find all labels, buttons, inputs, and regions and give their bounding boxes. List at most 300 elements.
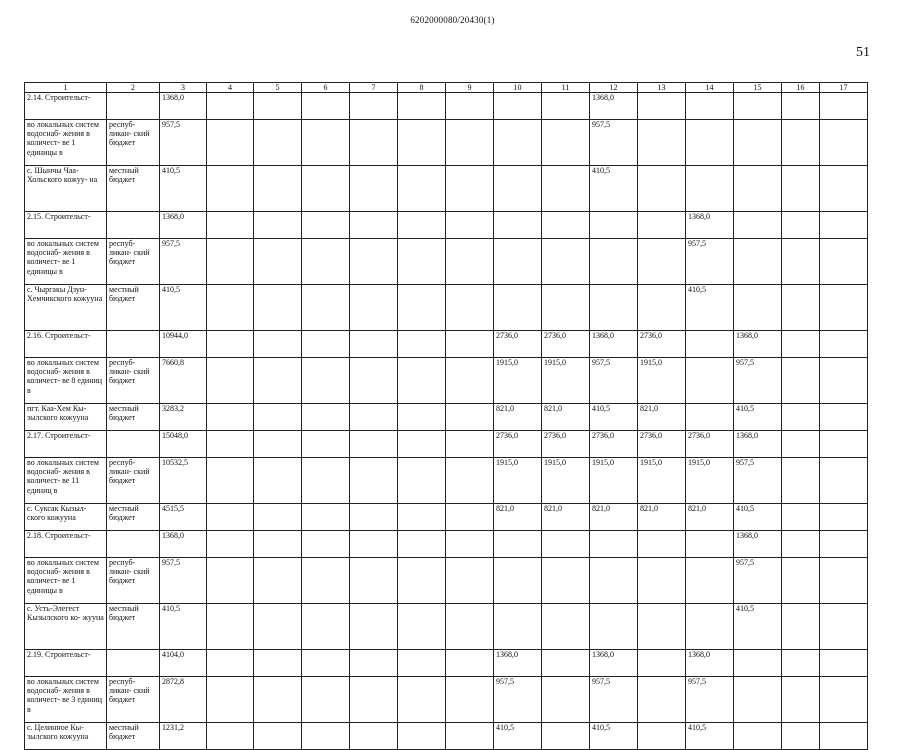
value-cell (446, 239, 494, 285)
value-cell (254, 358, 302, 404)
value-cell (782, 239, 820, 285)
value-cell (446, 531, 494, 558)
header-cell: 3 (160, 83, 207, 93)
value-cell (782, 604, 820, 650)
item-description-cell: во локальных систем водоснаб- жения в количест- ве 3 единиц в (25, 677, 107, 723)
budget-source-cell: респуб- ликан- ский бюджет (107, 239, 160, 285)
value-cell: 410,5 (734, 604, 782, 650)
budget-source-cell: местный бюджет (107, 504, 160, 531)
value-cell: 1915,0 (494, 358, 542, 404)
value-cell (254, 331, 302, 358)
budget-source-cell (107, 212, 160, 239)
value-cell (638, 166, 686, 212)
value-cell: 821,0 (638, 504, 686, 531)
value-cell: 957,5 (734, 358, 782, 404)
value-cell (782, 285, 820, 331)
value-cell: 4515,5 (160, 504, 207, 531)
value-cell (302, 531, 350, 558)
value-cell (207, 650, 254, 677)
value-cell (302, 650, 350, 677)
header-cell: 6 (302, 83, 350, 93)
value-cell: 1368,0 (160, 531, 207, 558)
header-row (25, 83, 868, 93)
value-cell: 821,0 (638, 404, 686, 431)
value-cell (254, 723, 302, 750)
value-cell (494, 166, 542, 212)
value-cell: 1368,0 (160, 93, 207, 120)
value-cell: 1368,0 (590, 93, 638, 120)
value-cell (350, 285, 398, 331)
value-cell (494, 531, 542, 558)
value-cell (446, 166, 494, 212)
value-cell (542, 723, 590, 750)
value-cell (820, 239, 868, 285)
table-row (25, 239, 868, 285)
value-cell: 821,0 (590, 504, 638, 531)
value-cell: 410,5 (160, 285, 207, 331)
value-cell: 957,5 (686, 677, 734, 723)
value-cell (254, 404, 302, 431)
value-cell (446, 431, 494, 458)
value-cell (302, 431, 350, 458)
value-cell (350, 120, 398, 166)
value-cell: 957,5 (734, 558, 782, 604)
value-cell: 2736,0 (638, 331, 686, 358)
value-cell (302, 166, 350, 212)
value-cell (446, 331, 494, 358)
value-cell: 410,5 (686, 723, 734, 750)
item-description-cell: 2.14. Строительст- (25, 93, 107, 120)
value-cell (302, 677, 350, 723)
value-cell: 1368,0 (734, 531, 782, 558)
value-cell (302, 212, 350, 239)
value-cell (350, 331, 398, 358)
value-cell (820, 93, 868, 120)
value-cell (446, 650, 494, 677)
value-cell (302, 239, 350, 285)
budget-source-cell: респуб- ликан- ский бюджет (107, 358, 160, 404)
value-cell (446, 604, 494, 650)
value-cell (782, 723, 820, 750)
value-cell (254, 431, 302, 458)
value-cell (254, 239, 302, 285)
value-cell (398, 285, 446, 331)
value-cell (254, 531, 302, 558)
value-cell: 2736,0 (638, 431, 686, 458)
value-cell (302, 404, 350, 431)
value-cell: 410,5 (160, 166, 207, 212)
value-cell: 1231,2 (160, 723, 207, 750)
value-cell: 957,5 (590, 358, 638, 404)
value-cell (302, 358, 350, 404)
table-row (25, 504, 868, 531)
value-cell (782, 558, 820, 604)
table-row (25, 677, 868, 723)
header-cell: 2 (107, 83, 160, 93)
value-cell (350, 504, 398, 531)
value-cell (350, 650, 398, 677)
value-cell (820, 431, 868, 458)
value-cell: 957,5 (686, 239, 734, 285)
value-cell (302, 604, 350, 650)
budget-source-cell (107, 93, 160, 120)
table-row (25, 285, 868, 331)
value-cell (254, 604, 302, 650)
value-cell (542, 285, 590, 331)
value-cell: 821,0 (494, 404, 542, 431)
value-cell (820, 212, 868, 239)
value-cell (542, 93, 590, 120)
value-cell (638, 677, 686, 723)
value-cell (350, 604, 398, 650)
value-cell: 957,5 (494, 677, 542, 723)
value-cell (398, 331, 446, 358)
value-cell (542, 239, 590, 285)
value-cell (638, 239, 686, 285)
value-cell: 410,5 (494, 723, 542, 750)
value-cell (207, 404, 254, 431)
value-cell: 821,0 (542, 504, 590, 531)
table-row (25, 166, 868, 212)
header-cell: 5 (254, 83, 302, 93)
budget-source-cell: местный бюджет (107, 404, 160, 431)
value-cell (207, 239, 254, 285)
value-cell (820, 458, 868, 504)
value-cell: 2736,0 (542, 331, 590, 358)
value-cell (638, 285, 686, 331)
value-cell (350, 358, 398, 404)
value-cell: 821,0 (686, 504, 734, 531)
value-cell: 7660,8 (160, 358, 207, 404)
value-cell (207, 504, 254, 531)
value-cell (542, 166, 590, 212)
budget-table (24, 82, 868, 750)
value-cell (207, 431, 254, 458)
value-cell (207, 723, 254, 750)
value-cell: 410,5 (590, 723, 638, 750)
value-cell (207, 677, 254, 723)
item-description-cell: во локальных систем водоснаб- жения в количест- ве 11 единиц в (25, 458, 107, 504)
value-cell (542, 212, 590, 239)
value-cell (207, 93, 254, 120)
value-cell: 1368,0 (686, 650, 734, 677)
value-cell (254, 504, 302, 531)
value-cell (542, 677, 590, 723)
header-cell: 9 (446, 83, 494, 93)
value-cell (254, 558, 302, 604)
value-cell (446, 404, 494, 431)
table-row (25, 212, 868, 239)
value-cell (686, 93, 734, 120)
value-cell (254, 458, 302, 504)
table-row (25, 93, 868, 120)
value-cell (207, 604, 254, 650)
item-description-cell: с. Шынчы Чаа- Хольского кожуу- на (25, 166, 107, 212)
item-description-cell: 2.17. Строительст- (25, 431, 107, 458)
value-cell (207, 166, 254, 212)
header-cell: 8 (398, 83, 446, 93)
table-row (25, 120, 868, 166)
value-cell (398, 504, 446, 531)
value-cell (446, 358, 494, 404)
value-cell (782, 212, 820, 239)
value-cell (254, 285, 302, 331)
item-description-cell: во локальных систем водоснаб- жения в количест- ве 1 единицы в (25, 239, 107, 285)
table-row (25, 604, 868, 650)
value-cell (820, 677, 868, 723)
value-cell (207, 331, 254, 358)
value-cell (590, 285, 638, 331)
value-cell (686, 531, 734, 558)
value-cell (254, 212, 302, 239)
value-cell (820, 604, 868, 650)
budget-source-cell: местный бюджет (107, 723, 160, 750)
value-cell (302, 285, 350, 331)
table-row (25, 650, 868, 677)
value-cell (446, 723, 494, 750)
value-cell (398, 212, 446, 239)
value-cell (494, 239, 542, 285)
value-cell (734, 93, 782, 120)
value-cell (734, 650, 782, 677)
value-cell: 1915,0 (590, 458, 638, 504)
header-cell: 4 (207, 83, 254, 93)
value-cell (782, 404, 820, 431)
value-cell: 10532,5 (160, 458, 207, 504)
value-cell (254, 120, 302, 166)
value-cell (350, 239, 398, 285)
value-cell (350, 677, 398, 723)
value-cell (638, 212, 686, 239)
item-description-cell: с. Чыргакы Дзун- Хемчикского кожууна (25, 285, 107, 331)
value-cell (782, 120, 820, 166)
value-cell (207, 458, 254, 504)
value-cell: 1915,0 (638, 358, 686, 404)
item-description-cell: 2.16. Строительст- (25, 331, 107, 358)
header-cell: 12 (590, 83, 638, 93)
value-cell (590, 239, 638, 285)
value-cell (446, 212, 494, 239)
value-cell: 1368,0 (686, 212, 734, 239)
value-cell (350, 166, 398, 212)
table-row (25, 331, 868, 358)
value-cell (494, 285, 542, 331)
value-cell (254, 650, 302, 677)
value-cell (207, 285, 254, 331)
value-cell (398, 358, 446, 404)
value-cell (494, 212, 542, 239)
value-cell (350, 212, 398, 239)
item-description-cell: 2.19. Строительст- (25, 650, 107, 677)
budget-source-cell (107, 331, 160, 358)
table-row (25, 558, 868, 604)
header-cell: 14 (686, 83, 734, 93)
value-cell (638, 531, 686, 558)
value-cell: 2736,0 (686, 431, 734, 458)
value-cell: 1915,0 (494, 458, 542, 504)
table-row (25, 531, 868, 558)
value-cell (820, 120, 868, 166)
value-cell (686, 331, 734, 358)
budget-source-cell: респуб- ликан- ский бюджет (107, 677, 160, 723)
value-cell (302, 120, 350, 166)
value-cell (734, 212, 782, 239)
value-cell (782, 166, 820, 212)
value-cell (398, 531, 446, 558)
budget-source-cell: респуб- ликан- ский бюджет (107, 458, 160, 504)
value-cell (734, 239, 782, 285)
value-cell (638, 650, 686, 677)
item-description-cell: с. Усть-Элегест Кызылского ко- жууна (25, 604, 107, 650)
value-cell (398, 458, 446, 504)
value-cell (734, 120, 782, 166)
value-cell (638, 723, 686, 750)
value-cell: 10944,0 (160, 331, 207, 358)
value-cell (686, 166, 734, 212)
value-cell (782, 358, 820, 404)
value-cell: 1368,0 (734, 331, 782, 358)
value-cell: 2736,0 (542, 431, 590, 458)
value-cell (820, 404, 868, 431)
value-cell (734, 677, 782, 723)
value-cell (350, 723, 398, 750)
value-cell (820, 331, 868, 358)
budget-source-cell: местный бюджет (107, 166, 160, 212)
budget-source-cell: местный бюджет (107, 604, 160, 650)
value-cell (686, 358, 734, 404)
value-cell (782, 650, 820, 677)
value-cell: 957,5 (160, 558, 207, 604)
value-cell: 410,5 (734, 404, 782, 431)
value-cell (542, 531, 590, 558)
value-cell (446, 458, 494, 504)
value-cell: 1368,0 (494, 650, 542, 677)
value-cell: 2736,0 (494, 331, 542, 358)
item-description-cell: пгт. Каа-Хем Кы- зылского кожууна (25, 404, 107, 431)
value-cell (820, 358, 868, 404)
value-cell (734, 723, 782, 750)
value-cell (446, 93, 494, 120)
table-row (25, 358, 868, 404)
value-cell (638, 93, 686, 120)
value-cell (398, 431, 446, 458)
value-cell (686, 558, 734, 604)
budget-source-cell: респуб- ликан- ский бюджет (107, 558, 160, 604)
value-cell (446, 285, 494, 331)
value-cell: 410,5 (590, 404, 638, 431)
value-cell (542, 120, 590, 166)
value-cell (302, 504, 350, 531)
value-cell (686, 120, 734, 166)
value-cell (782, 677, 820, 723)
value-cell (590, 531, 638, 558)
value-cell (350, 431, 398, 458)
value-cell (782, 458, 820, 504)
item-description-cell: во локальных систем водоснаб- жения в количест- ве 8 единиц в (25, 358, 107, 404)
value-cell: 3283,2 (160, 404, 207, 431)
value-cell (686, 404, 734, 431)
value-cell: 410,5 (590, 166, 638, 212)
value-cell (302, 558, 350, 604)
value-cell (820, 723, 868, 750)
value-cell: 957,5 (160, 239, 207, 285)
value-cell: 821,0 (494, 504, 542, 531)
header-cell: 11 (542, 83, 590, 93)
document-id: 6202000080/20430(1) (410, 15, 495, 25)
value-cell (302, 723, 350, 750)
header-cell: 13 (638, 83, 686, 93)
value-cell (302, 458, 350, 504)
value-cell (782, 504, 820, 531)
value-cell (446, 504, 494, 531)
value-cell (207, 531, 254, 558)
value-cell (542, 558, 590, 604)
value-cell (494, 120, 542, 166)
value-cell (350, 93, 398, 120)
value-cell: 821,0 (542, 404, 590, 431)
value-cell: 410,5 (160, 604, 207, 650)
value-cell (494, 558, 542, 604)
table-row (25, 431, 868, 458)
value-cell (734, 166, 782, 212)
value-cell (254, 166, 302, 212)
header-cell: 7 (350, 83, 398, 93)
value-cell (494, 604, 542, 650)
table-row (25, 404, 868, 431)
value-cell (398, 93, 446, 120)
value-cell: 15048,0 (160, 431, 207, 458)
value-cell (398, 650, 446, 677)
value-cell (398, 604, 446, 650)
item-description-cell: во локальных систем водоснаб- жения в количест- ве 1 единицы в (25, 120, 107, 166)
value-cell: 2736,0 (494, 431, 542, 458)
value-cell (820, 558, 868, 604)
value-cell (446, 120, 494, 166)
value-cell: 1915,0 (638, 458, 686, 504)
value-cell (638, 120, 686, 166)
value-cell (398, 404, 446, 431)
header-cell: 16 (782, 83, 820, 93)
value-cell (782, 93, 820, 120)
value-cell (302, 331, 350, 358)
budget-source-cell: местный бюджет (107, 285, 160, 331)
value-cell: 1915,0 (542, 358, 590, 404)
value-cell (398, 558, 446, 604)
value-cell (398, 239, 446, 285)
value-cell (207, 358, 254, 404)
item-description-cell: 2.18. Строительст- (25, 531, 107, 558)
table-row (25, 723, 868, 750)
header-cell: 10 (494, 83, 542, 93)
value-cell (254, 93, 302, 120)
header-cell: 1 (25, 83, 107, 93)
value-cell: 1368,0 (590, 331, 638, 358)
value-cell: 957,5 (590, 677, 638, 723)
value-cell (350, 404, 398, 431)
item-description-cell: с. Целинное Кы- зылского кожууна (25, 723, 107, 750)
value-cell (590, 604, 638, 650)
value-cell: 2872,8 (160, 677, 207, 723)
value-cell: 957,5 (734, 458, 782, 504)
header-cell: 17 (820, 83, 868, 93)
value-cell (820, 285, 868, 331)
value-cell (398, 723, 446, 750)
value-cell (734, 285, 782, 331)
value-cell (494, 93, 542, 120)
value-cell (350, 531, 398, 558)
header-cell: 15 (734, 83, 782, 93)
value-cell: 1915,0 (686, 458, 734, 504)
